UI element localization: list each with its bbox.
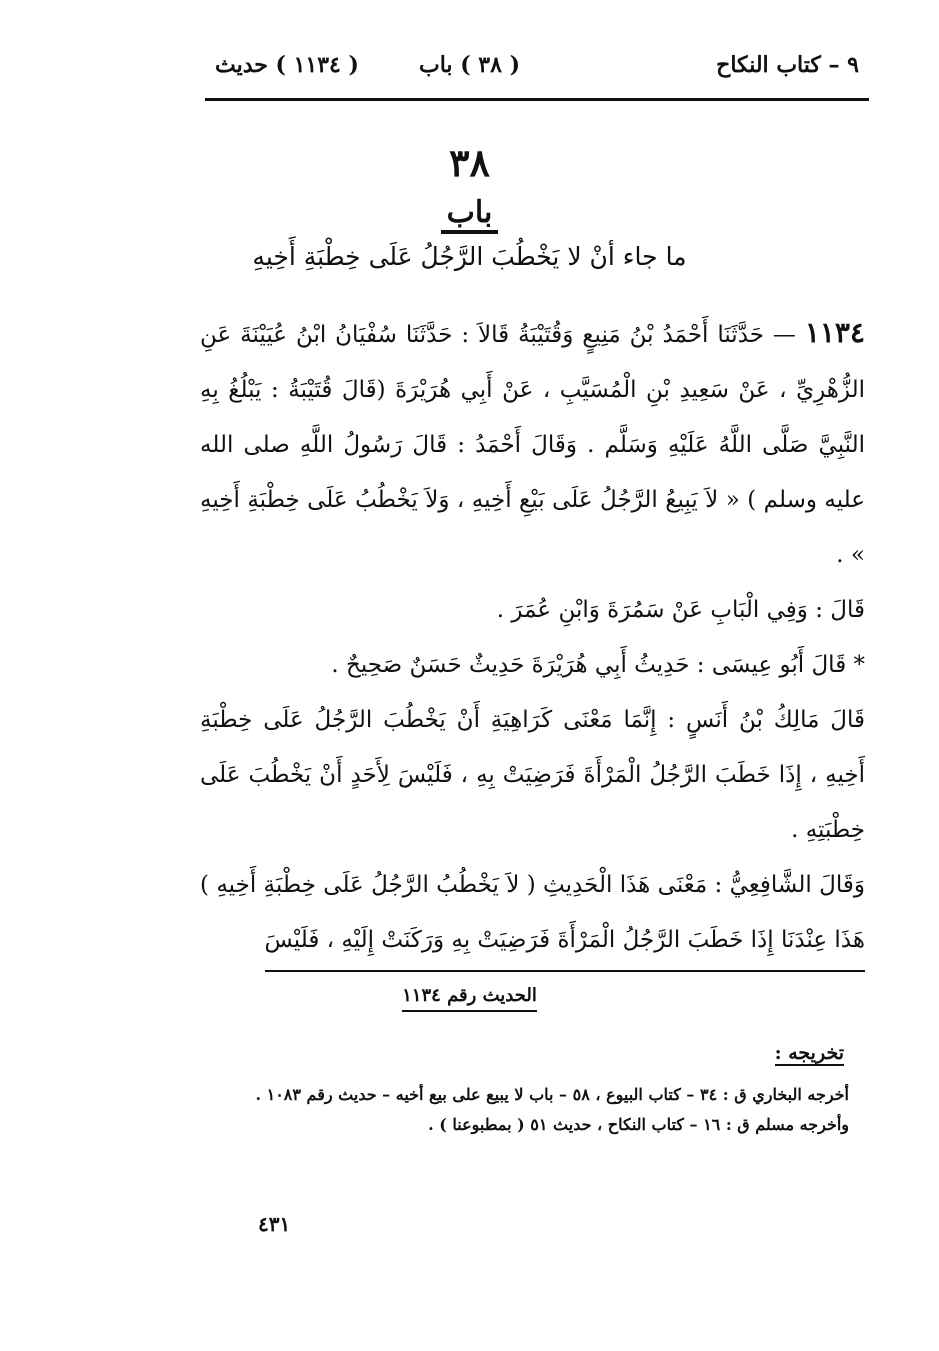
page-number: ٤٣١ — [258, 1212, 291, 1236]
footnote-heading-text: الحديث رقم ١١٣٤ — [402, 985, 537, 1012]
footnote-line: وأخرجه مسلم ق : ١٦ – كتاب النكاح ، حديث ٥١ ( بمطبوعنا ) . — [428, 1115, 849, 1134]
chapter-title: ما جاء أنْ لا يَخْطُبَ الرَّجُلُ عَلَى خِطْبَةِ أَخِيهِ — [252, 242, 687, 271]
chapter-label — [0, 195, 939, 230]
paragraph-fil-bab: قَالَ : وَفِي الْبَابِ عَنْ سَمُرَةَ وَابْنِ عُمَرَ . — [496, 597, 865, 623]
paragraph-abu-isa: * قَالَ أَبُو عِيسَى : حَدِيثُ أَبِي هُرَيْرَةَ حَدِيثٌ حَسَنٌ صَحِيحٌ . — [331, 652, 865, 678]
footnote-heading — [0, 985, 939, 1006]
footnote-body — [205, 1080, 849, 1140]
takhrij-label-text: تخريجه : — [774, 1042, 844, 1064]
running-header-chapter: ( ٣٨ ) باب — [419, 52, 520, 78]
header-rule — [205, 98, 869, 101]
hadith-text: — حَدَّثَنَا أَحْمَدُ بْنُ مَنِيعٍ وَقُتَيْبَةُ قَالاَ : حَدَّثَنَا سُفْيَانُ ابْنُ عُيَيْنَةَ عَنِ الزُّهْرِيِّ ، عَنْ سَعِيدِ بْنِ الْمُسَيَّبِ ، عَنْ أَبِي هُرَيْرَةَ (قَالَ قُتَيْبَةُ : يَبْلُغُ بِهِ النَّبِيَّ صَلَّى اللَّهُ عَلَيْهِ وَسَلَّم . وَقَالَ أَحْمَدُ : قَالَ رَسُولُ اللَّهِ صلى الله عليه وسلم ) « لاَ يَبِيعُ الرَّجُلُ عَلَى بَيْعِ أَخِيهِ ، وَلاَ يَخْطُبُ عَلَى خِطْبَةِ أَخِيهِ » . — [200, 322, 865, 568]
chapter-label-text: باب — [441, 195, 499, 234]
paragraph-shafii: وَقَالَ الشَّافِعِيُّ : مَعْنَى هَذَا الْحَدِيثِ ( لاَ يَخْطُبُ الرَّجُلُ عَلَى خِطْبَةِ أَخِيهِ ) هَذَا عِنْدَنَا إِذَا خَطَبَ الرَّجُلُ الْمَرْأَةَ فَرَضِيَتْ بِهِ وَرَكَنَتْ إِلَيْهِ ، فَلَيْسَ — [200, 872, 865, 953]
main-text — [200, 305, 865, 968]
running-header-hadith: ( ١١٣٤ ) حديث — [215, 52, 359, 78]
footnote-rule — [265, 970, 865, 972]
chapter-number: ٣٨ — [449, 140, 490, 185]
footnote-line: أخرجه البخاري ق : ٣٤ – كتاب البيوع ، ٥٨ – باب لا يبيع على بيع أخيه – حديث رقم ١٠٨٣ . — [255, 1085, 849, 1104]
hadith-number: ١١٣٤ — [804, 316, 865, 349]
takhrij-label — [775, 1042, 844, 1064]
running-header-book: ٩ – كتاب النكاح — [716, 52, 859, 78]
hadith-paragraph — [200, 305, 865, 583]
paragraph-malik: قَالَ مَالِكُ بْنُ أَنَسٍ : إِنَّمَا مَعْنَى كَرَاهِيَةِ أَنْ يَخْطُبَ الرَّجُلُ عَلَى خِطْبَةِ أَخِيهِ ، إِذَا خَطَبَ الرَّجُلُ الْمَرْأَةَ فَرَضِيَتْ بِهِ ، فَلَيْسَ لِأَحَدٍ أَنْ يَخْطُبَ عَلَى خِطْبَتِهِ . — [200, 707, 865, 843]
